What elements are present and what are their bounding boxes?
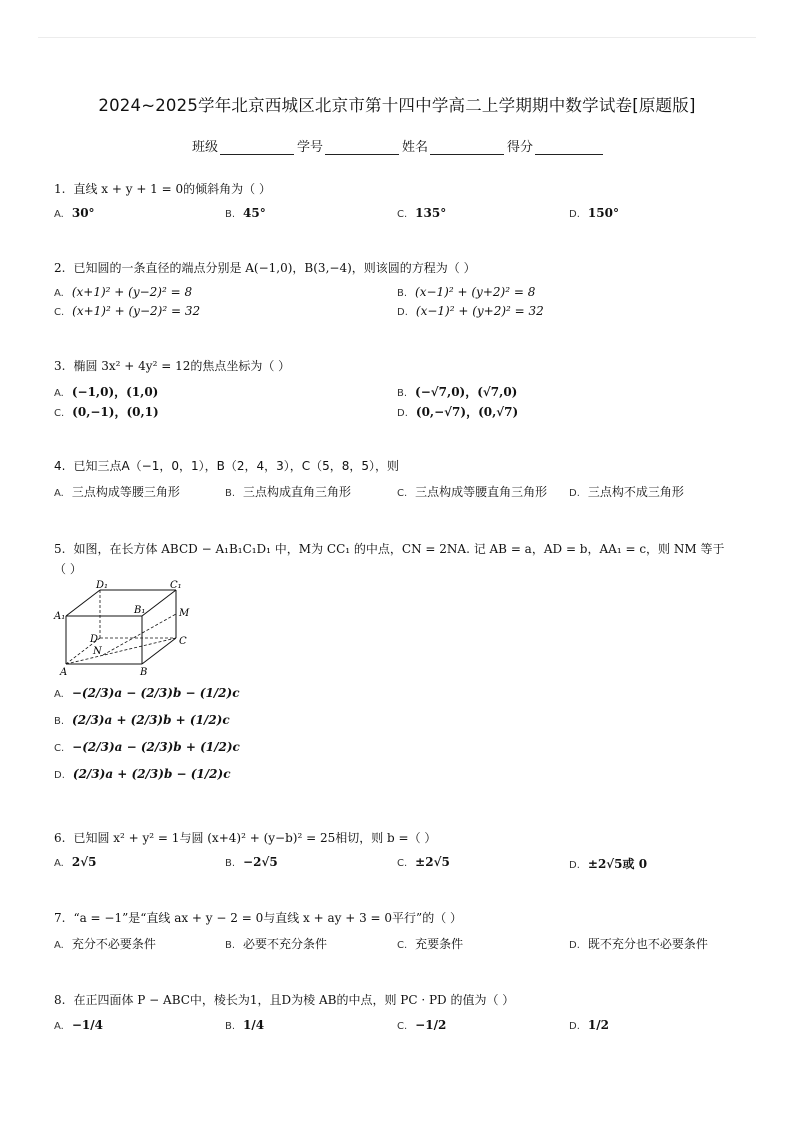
edge-a1d1	[66, 590, 100, 616]
question-stem	[54, 180, 754, 197]
option-d[interactable]: D. 150°	[569, 206, 619, 220]
edge-b1c1	[142, 590, 176, 616]
question-number: 8.	[54, 993, 66, 1007]
option-c[interactable]: C. 三点构成等腰直角三角形	[397, 485, 548, 499]
name-label: 姓名	[402, 140, 429, 155]
option-a[interactable]: A. −1/4	[54, 1018, 103, 1032]
question-4	[54, 457, 754, 474]
label-n: N	[93, 646, 102, 657]
option-b[interactable]: B. (−√7,0)，(√7,0)	[397, 385, 518, 399]
question-5	[54, 540, 754, 577]
option-c[interactable]: C. 充要条件	[397, 937, 464, 951]
question-number: 2.	[54, 261, 66, 275]
student-id-label: 学号	[297, 140, 324, 155]
option-c[interactable]: C. (0,−1)，(0,1)	[54, 405, 159, 419]
option-c[interactable]: C. (x+1)² + (y−2)² = 32	[54, 304, 201, 318]
question-2	[54, 259, 754, 276]
page-title: 2024~2025学年北京西城区北京市第十四中学高二上学期期中数学试卷[原题版]	[98, 96, 696, 115]
question-number: 1.	[54, 182, 66, 196]
question-number: 6.	[54, 831, 66, 845]
label-b: B	[140, 667, 148, 678]
option-d[interactable]: D. ±2√5或 0	[569, 857, 648, 871]
question-number: 4.	[54, 459, 66, 473]
option-c[interactable]: C. −(2/3)a − (2/3)b + (1/2)c	[54, 740, 240, 754]
option-d[interactable]: D. (x−1)² + (y+2)² = 32	[397, 304, 544, 318]
name-blank[interactable]	[430, 140, 504, 155]
label-a: A	[60, 667, 68, 678]
score-label: 得分	[507, 140, 534, 155]
answer-paren: （ ）	[54, 562, 82, 576]
label-d: D	[90, 634, 99, 645]
option-a[interactable]: A. 充分不必要条件	[54, 937, 156, 951]
option-c[interactable]: C. 135°	[397, 206, 447, 220]
label-c: C	[179, 636, 187, 647]
question-text: 直线 x + y + 1 = 0的倾斜角为（ ）	[73, 182, 271, 196]
question-6	[54, 829, 754, 846]
question-3	[54, 357, 754, 374]
header-divider	[38, 37, 756, 38]
option-a[interactable]: A. 三点构成等腰三角形	[54, 485, 180, 499]
score-blank[interactable]	[535, 140, 603, 155]
option-b[interactable]: B. (x−1)² + (y+2)² = 8	[397, 285, 536, 299]
label-b1: B₁	[134, 605, 146, 616]
question-8	[54, 991, 754, 1008]
option-b[interactable]: B. 必要不充分条件	[225, 937, 328, 951]
option-b[interactable]: B. 1/4	[225, 1018, 265, 1032]
option-d[interactable]: D. (2/3)a + (2/3)b − (1/2)c	[54, 767, 231, 781]
question-text: “a = −1”是“直线 ax + y − 2 = 0与直线 x + ay + 3 = 0平行”的（ ）	[73, 911, 463, 925]
question-number: 3.	[54, 359, 66, 373]
option-d[interactable]: D. (0,−√7)，(0,√7)	[397, 405, 519, 419]
option-a[interactable]: A. 30°	[54, 206, 95, 220]
option-c[interactable]: C. ±2√5	[397, 855, 450, 869]
cuboid-figure	[52, 580, 202, 680]
option-d[interactable]: D. 1/2	[569, 1018, 609, 1032]
option-b[interactable]: B. (2/3)a + (2/3)b + (1/2)c	[54, 713, 230, 727]
class-label: 班级	[192, 140, 219, 155]
question-1	[54, 180, 754, 197]
label-m: M	[179, 608, 190, 619]
question-number: 7.	[54, 911, 66, 925]
option-a[interactable]: A. 2√5	[54, 855, 97, 869]
label-c1: C₁	[170, 580, 182, 591]
label-d1: D₁	[96, 580, 109, 591]
question-text: 已知圆的一条直径的端点分别是 A(−1,0)，B(3,−4)，则该圆的方程为（ ）	[73, 261, 476, 275]
option-b[interactable]: B. 45°	[225, 206, 266, 220]
option-a[interactable]: A. (−1,0)，(1,0)	[54, 385, 159, 399]
student-id-blank[interactable]	[325, 140, 399, 155]
question-text: 如图，在长方体 ABCD − A₁B₁C₁D₁ 中，M为 CC₁ 的中点，	[73, 542, 402, 556]
question-number: 5.	[54, 542, 66, 556]
option-a[interactable]: A. (x+1)² + (y−2)² = 8	[54, 285, 193, 299]
question-text: 在正四面体 P − ABC中，棱长为1，且D为棱 AB的中点，则 PC · PD 的值为（ ）	[73, 993, 515, 1007]
question-text-cont: CN = 2NA. 记 AB = a，AD = b，AA₁ = c，则 NM 等于	[401, 542, 725, 556]
class-blank[interactable]	[220, 140, 294, 155]
option-b[interactable]: B. 三点构成直角三角形	[225, 485, 352, 499]
label-a1: A₁	[54, 611, 66, 622]
segment-nm-hidden	[103, 614, 176, 655]
option-a[interactable]: A. −(2/3)a − (2/3)b − (1/2)c	[54, 686, 240, 700]
option-c[interactable]: C. −1/2	[397, 1018, 447, 1032]
option-b[interactable]: B. −2√5	[225, 855, 278, 869]
option-d[interactable]: D. 既不充分也不必要条件	[569, 937, 708, 951]
question-7	[54, 909, 754, 926]
option-d[interactable]: D. 三点构不成三角形	[569, 485, 684, 499]
student-info-line	[192, 136, 606, 155]
question-text: 已知圆 x² + y² = 1与圆 (x+4)² + (y−b)² = 25相切，则 b =（ ）	[73, 831, 437, 845]
question-text: 已知三点A（−1，0，1），B（2，4，3），C（5，8，5），则	[73, 459, 400, 473]
question-text: 椭圆 3x² + 4y² = 12的焦点坐标为（ ）	[73, 359, 291, 373]
